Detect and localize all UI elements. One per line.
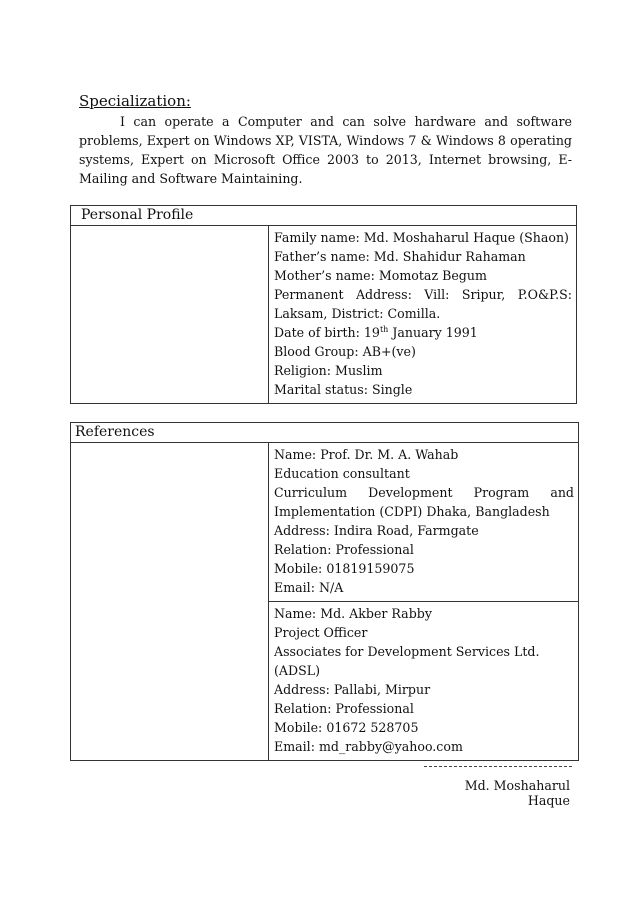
mother-name-label: Mother’s name:	[274, 268, 375, 283]
dob-rest: January 1991	[392, 325, 478, 340]
dob-row	[274, 323, 572, 342]
mother-name-row	[274, 266, 572, 285]
personal-profile-table	[70, 205, 577, 404]
reference-1-relation-label: Relation:	[274, 542, 332, 557]
reference-1-name: Prof. Dr. M. A. Wahab	[320, 447, 459, 462]
dob-suffix: th	[379, 324, 389, 334]
father-name-row	[274, 247, 572, 266]
reference-2-relation: Professional	[335, 701, 414, 716]
reference-1-name-row	[274, 445, 574, 464]
reference-2-address-row	[274, 680, 574, 699]
reference-2-mobile-label: Mobile:	[274, 720, 323, 735]
reference-2-name-label: Name:	[274, 606, 317, 621]
reference-1-relation: Professional	[335, 542, 414, 557]
marital-status-row	[274, 380, 572, 399]
vill-label: Vill:	[424, 287, 450, 302]
reference-1-address-label: Address:	[274, 523, 330, 538]
signature-name: Md. Moshaharul Haque	[464, 778, 570, 808]
reference-2-title: Project Officer	[274, 625, 368, 640]
references-table	[70, 422, 579, 761]
father-name-value: Md. Shahidur Rahaman	[373, 249, 526, 264]
reference-2-name-row	[274, 604, 574, 623]
specialization-text: I can operate a Computer and can solve hardware and software problems, Expert on Windows XP, VISTA, Windows 7 & Windows 8 operating systems, Expert on Microsoft Office 2003 to 2013, Internet browsing, E-Mailing and Software Maintaining.	[79, 114, 572, 186]
reference-2-address-label: Address:	[274, 682, 330, 697]
reference-1	[269, 443, 579, 602]
mother-name-value: Momotaz Begum	[378, 268, 487, 283]
personal-profile-heading: Personal Profile	[71, 206, 577, 226]
religion-row	[274, 361, 572, 380]
personal-profile-left-cell	[71, 226, 269, 404]
blood-group-row	[274, 342, 572, 361]
po-ps-label: P.O&P.S:	[517, 287, 572, 302]
family-name-row	[274, 228, 572, 247]
father-name-label: Father’s name:	[274, 249, 370, 264]
reference-1-mobile-row	[274, 559, 574, 578]
reference-2-email-row	[274, 737, 574, 756]
po-ps-value: Laksam,	[274, 306, 328, 321]
reference-1-email: N/A	[318, 580, 344, 595]
address-row-2	[274, 304, 572, 323]
personal-profile-details	[269, 226, 577, 404]
references-left-cell	[71, 443, 269, 761]
reference-2-org: Associates for Development Services Ltd. (ADSL)	[274, 644, 540, 678]
dob-day: 19	[363, 325, 380, 340]
marital-status-value: Single	[371, 382, 413, 397]
marital-status-label: Marital status:	[274, 382, 368, 397]
reference-1-title: Education consultant	[274, 466, 410, 481]
reference-1-org: Curriculum Development Program and Implementation (CDPI) Dhaka, Bangladesh	[274, 485, 574, 519]
reference-2-email-label: Email:	[274, 739, 315, 754]
family-name-value: Md. Moshaharul Haque (Shaon)	[363, 230, 569, 245]
reference-1-relation-row	[274, 540, 574, 559]
reference-1-address: Indira Road, Farmgate	[333, 523, 479, 538]
reference-1-email-label: Email:	[274, 580, 315, 595]
family-name-label: Family name:	[274, 230, 360, 245]
dob-label: Date of birth:	[274, 325, 360, 340]
references-heading: References	[71, 423, 579, 443]
religion-label: Religion:	[274, 363, 332, 378]
signature-line	[424, 766, 572, 767]
district-value: Comilla.	[387, 306, 441, 321]
blood-group-value: AB+(ve)	[362, 344, 416, 359]
reference-1-mobile: 01819159075	[326, 561, 415, 576]
address-row	[274, 285, 572, 304]
reference-2-mobile-row	[274, 718, 574, 737]
reference-2-name: Md. Akber Rabby	[320, 606, 432, 621]
blood-group-label: Blood Group:	[274, 344, 359, 359]
vill-value: Sripur,	[461, 287, 506, 302]
reference-2-email: md_rabby@yahoo.com	[318, 739, 463, 754]
reference-2-mobile: 01672 528705	[326, 720, 419, 735]
district-label: District:	[331, 306, 384, 321]
reference-1-address-row	[274, 521, 574, 540]
reference-2-relation-row	[274, 699, 574, 718]
address-label: Permanent Address:	[274, 287, 412, 302]
reference-2-relation-label: Relation:	[274, 701, 332, 716]
reference-2-address: Pallabi, Mirpur	[333, 682, 431, 697]
reference-1-name-label: Name:	[274, 447, 317, 462]
religion-value: Muslim	[335, 363, 383, 378]
reference-1-email-row	[274, 578, 574, 597]
reference-1-mobile-label: Mobile:	[274, 561, 323, 576]
reference-2	[269, 602, 579, 761]
specialization-heading: Specialization:	[79, 92, 191, 110]
